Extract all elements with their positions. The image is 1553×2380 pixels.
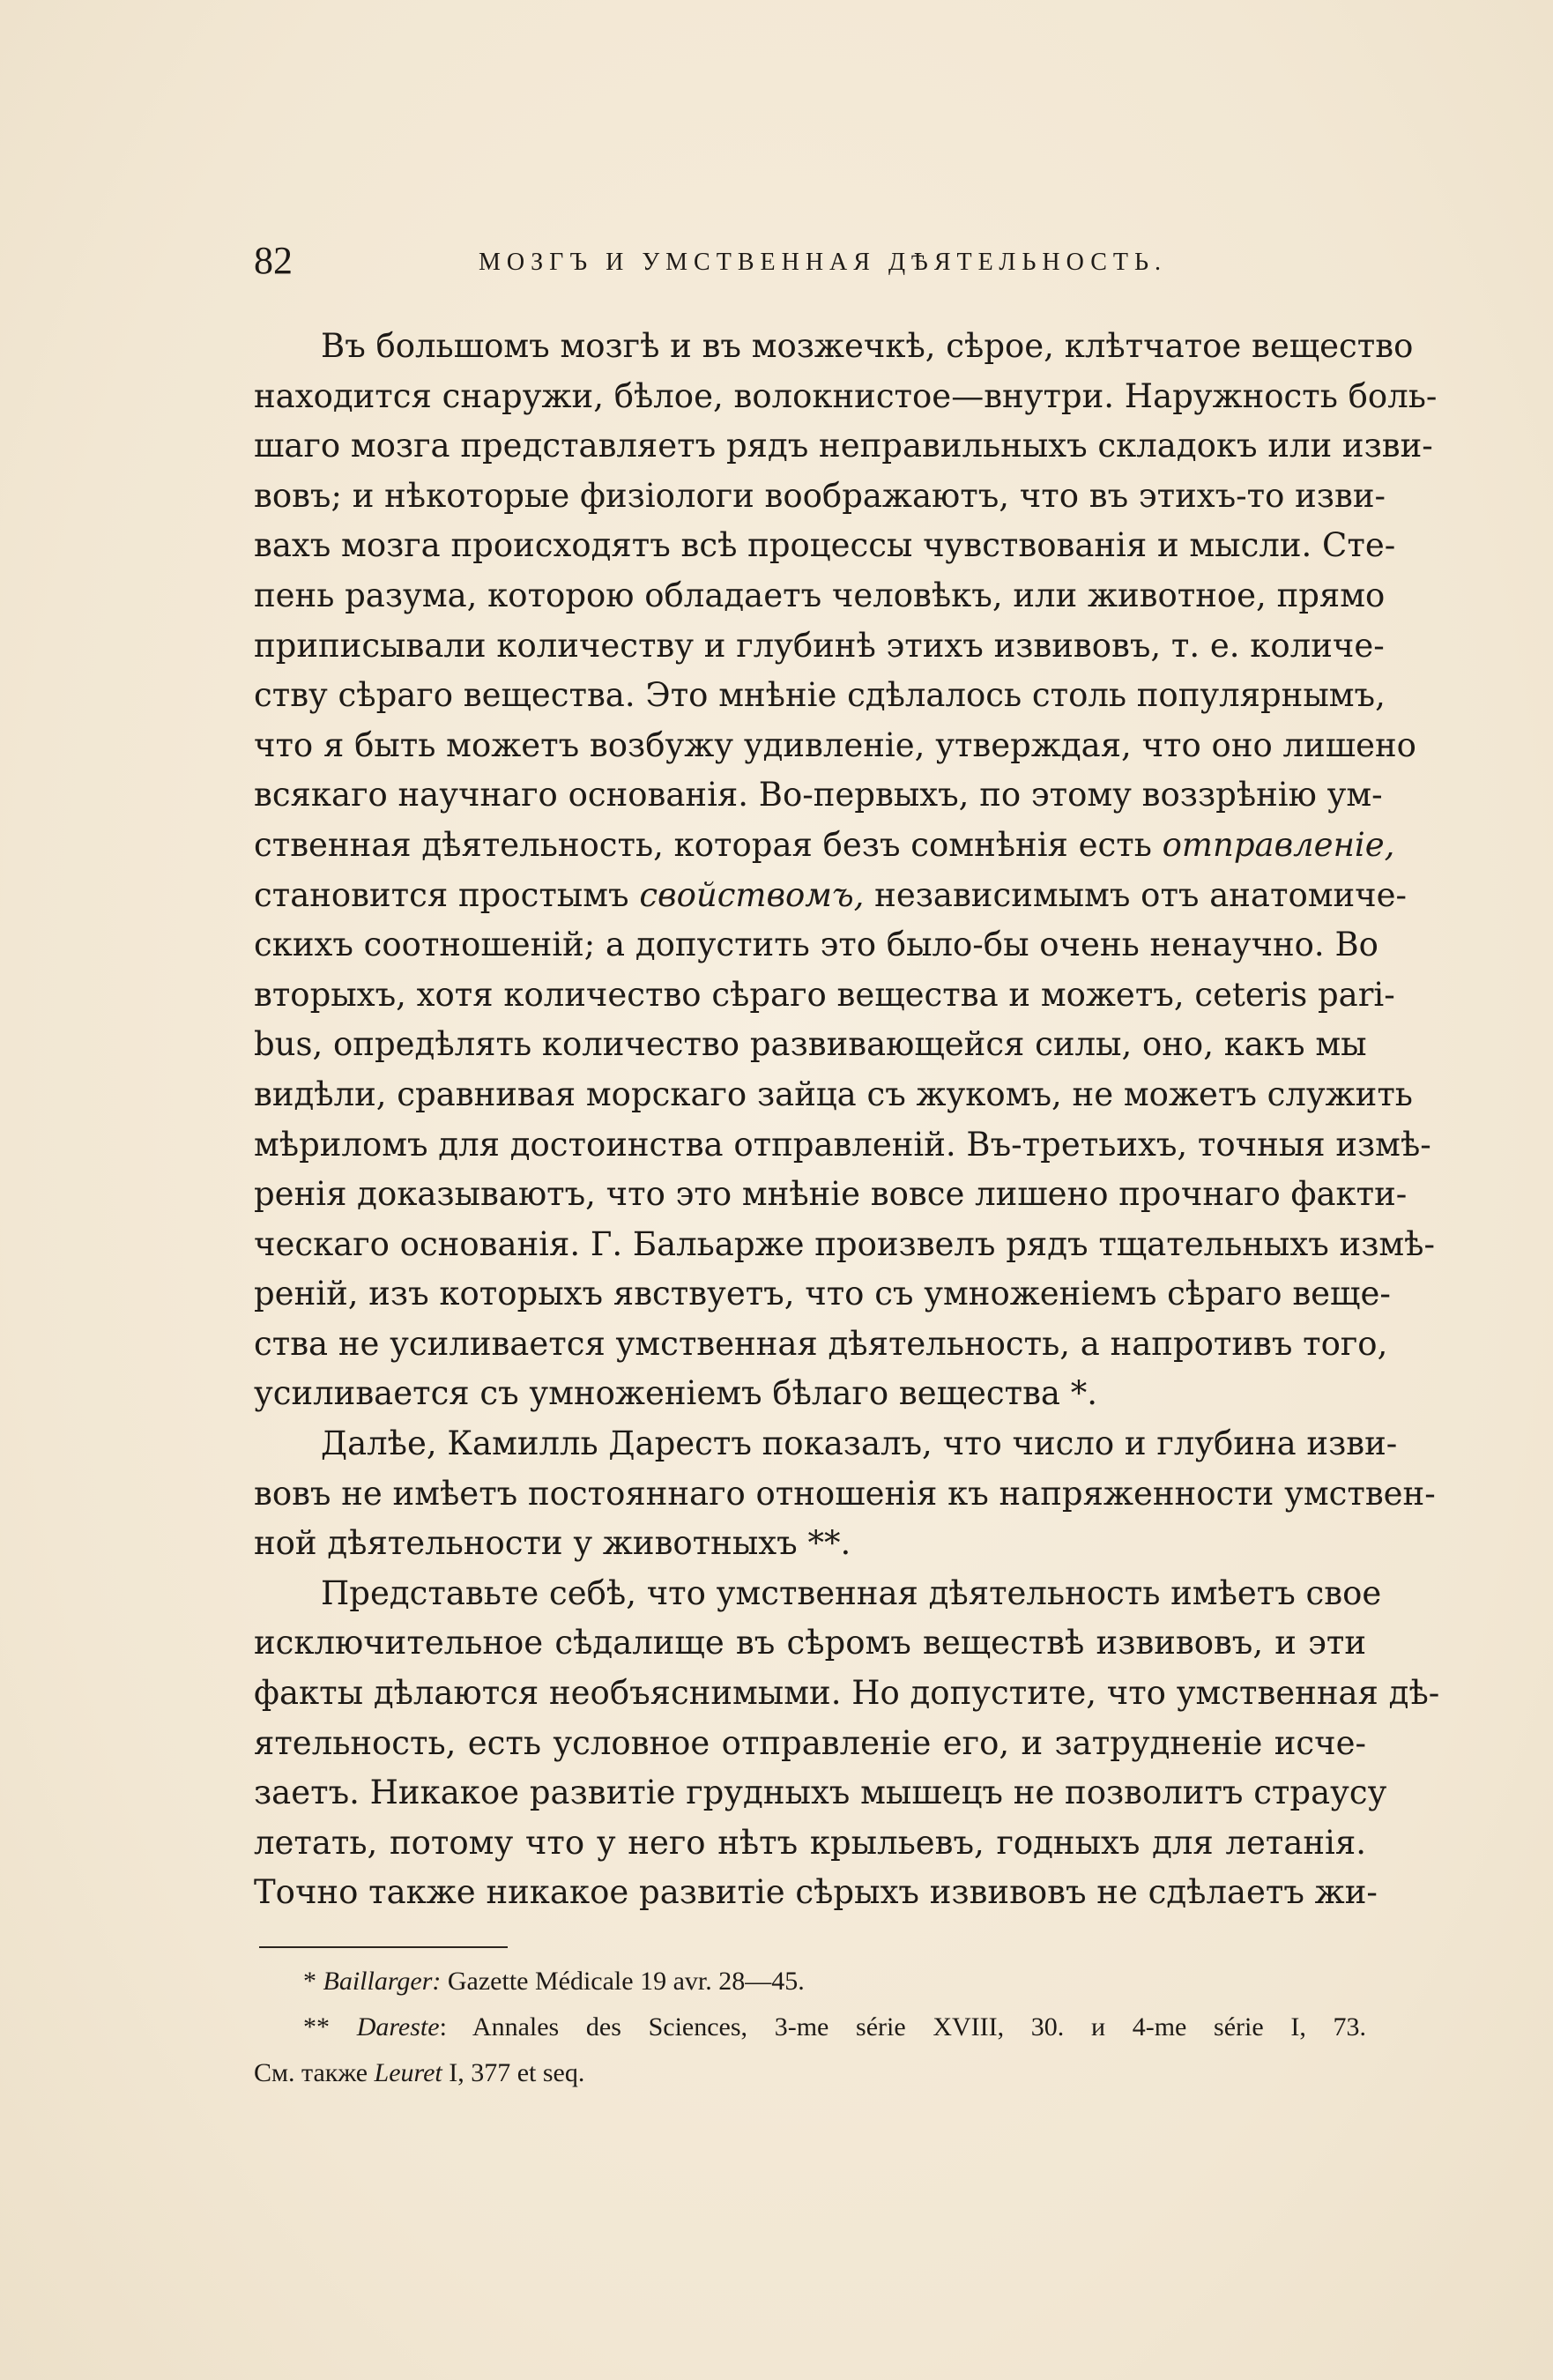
text-line: что я быть можетъ возбужу удивленiе, утверждая, что оно лишено <box>254 725 1416 764</box>
text-line: усиливается съ умноженiемъ бѣлаго вещества *. <box>254 1374 1098 1413</box>
text-line: исключительное сѣдалище въ сѣромъ веществѣ извивовъ, и эти <box>254 1624 1366 1662</box>
text-line: видѣли, сравнивая морскаго зайца съ жукомъ, не можетъ служить <box>254 1075 1413 1113</box>
footnote-2 <box>254 2004 1366 2050</box>
text-line: Представьте себѣ, что умственная дѣятельность имѣетъ свое <box>321 1573 1382 1612</box>
footnote-author: Baillarger: <box>323 1967 442 1996</box>
footnote-mark: * <box>303 1967 316 1996</box>
text-line: ству сѣраго вещества. Это мнѣнiе сдѣлалось столь популярнымъ, <box>254 676 1386 715</box>
body-text <box>254 322 1440 1918</box>
text-line: находится снаружи, бѣлое, волокнистое—внутри. Наружность боль- <box>254 376 1438 415</box>
footnote-text: Gazette Médicale 19 avr. 28—45. <box>441 1967 805 1996</box>
text-line: мѣриломъ для достоинства отправленiй. Въ-третьихъ, точныя измѣ- <box>254 1125 1431 1164</box>
footnote-text: См. также <box>254 2058 375 2087</box>
footnotes <box>254 1959 1366 2096</box>
footnote-2-continued <box>254 2050 1366 2096</box>
footnote-text: : Annales des Sciences, 3-me série XVIII, 30. и 4-me série I, 73. <box>439 2012 1367 2042</box>
text-line: ятельность, есть условное отправленiе его, и затрудненiе исче- <box>254 1723 1366 1762</box>
footnote-mark: ** <box>303 2012 330 2042</box>
text-line: вовъ не имѣетъ постояннаго отношенiя къ напряженности умствен- <box>254 1474 1436 1513</box>
paragraph-3 <box>254 1569 1440 1918</box>
text-line: ства не усиливается умственная дѣятельность, а напротивъ того, <box>254 1324 1388 1363</box>
text-line: ческаго основанiя. Г. Бальарже произвелъ рядъ тщательныхъ измѣ- <box>254 1224 1435 1263</box>
text-line: Далѣе, Камилль Дарестъ показалъ, что число и глубина изви- <box>321 1424 1398 1463</box>
text-line: скихъ соотношенiй; а допустить это было-бы очень ненаучно. Во <box>254 926 1378 964</box>
text-line: всякаго научнаго основанiя. Во-первыхъ, по этому воззрѣнiю ум- <box>254 776 1383 814</box>
text-run: ственная дѣятельность, которая безъ сомнѣнiя есть <box>254 825 1163 864</box>
text-line: вовъ; и нѣкоторые физiологи воображаютъ, что въ этихъ-то изви- <box>254 476 1386 515</box>
page-number: 82 <box>254 239 293 282</box>
footnote-author: Dareste <box>356 2012 440 2042</box>
text-line: ренiя доказываютъ, что это мнѣнiе вовсе лишено прочнаго факти- <box>254 1175 1408 1214</box>
paragraph-2 <box>254 1419 1436 1569</box>
text-line: Точно также никакое развитiе сѣрыхъ извивовъ не сдѣлаетъ жи- <box>254 1873 1378 1912</box>
footnote-divider <box>259 1946 508 1948</box>
italic-term: отправленiе, <box>1162 825 1395 864</box>
text-line: bus, опредѣлять количество развивающейся силы, оно, какъ мы <box>254 1025 1367 1064</box>
footnote-text: I, 377 et seq. <box>442 2058 585 2087</box>
text-line: вахъ мозга происходятъ всѣ процессы чувствованiя и мысли. Сте- <box>254 526 1396 565</box>
text-line: заетъ. Никакое развитiе грудныхъ мышецъ не позволитъ страусу <box>254 1774 1387 1812</box>
footnote-1 <box>254 1959 1366 2004</box>
text-line: ной дѣятельности у животныхъ **. <box>254 1524 851 1563</box>
running-head: МОЗГЪ И УМСТВЕННАЯ ДѢЯТЕЛЬНОСТЬ. <box>479 249 1168 276</box>
text-run: независимымъ отъ анатомиче- <box>864 875 1408 914</box>
italic-term: свойствомъ, <box>639 875 865 914</box>
text-line: шаго мозга представляетъ рядъ неправильныхъ складокъ или изви- <box>254 427 1433 465</box>
text-line: пень разума, которою обладаетъ человѣкъ, или животное, прямо <box>254 576 1386 614</box>
text-line <box>254 871 1408 921</box>
page-header <box>254 236 1366 289</box>
paragraph-1 <box>254 322 1438 1419</box>
footnote-author: Leuret <box>374 2058 442 2087</box>
text-line: ренiй, изъ которыхъ явствуетъ, что съ умноженiемъ сѣраго веще- <box>254 1275 1391 1313</box>
text-line: приписывали количеству и глубинѣ этихъ извивовъ, т. е. количе- <box>254 626 1385 665</box>
text-line: факты дѣлаются необъяснимыми. Но допустите, что умственная дѣ- <box>254 1674 1440 1713</box>
text-line: вторыхъ, хотя количество сѣраго вещества и можетъ, ceteris pari- <box>254 975 1395 1014</box>
text-line <box>254 821 1395 871</box>
text-line: летать, потому что у него нѣтъ крыльевъ, годныхъ для летанiя. <box>254 1823 1366 1862</box>
text-run: становится простымъ <box>254 875 640 914</box>
text-line: Въ большомъ мозгѣ и въ мозжечкѣ, сѣрое, клѣтчатое вещество <box>321 327 1414 365</box>
